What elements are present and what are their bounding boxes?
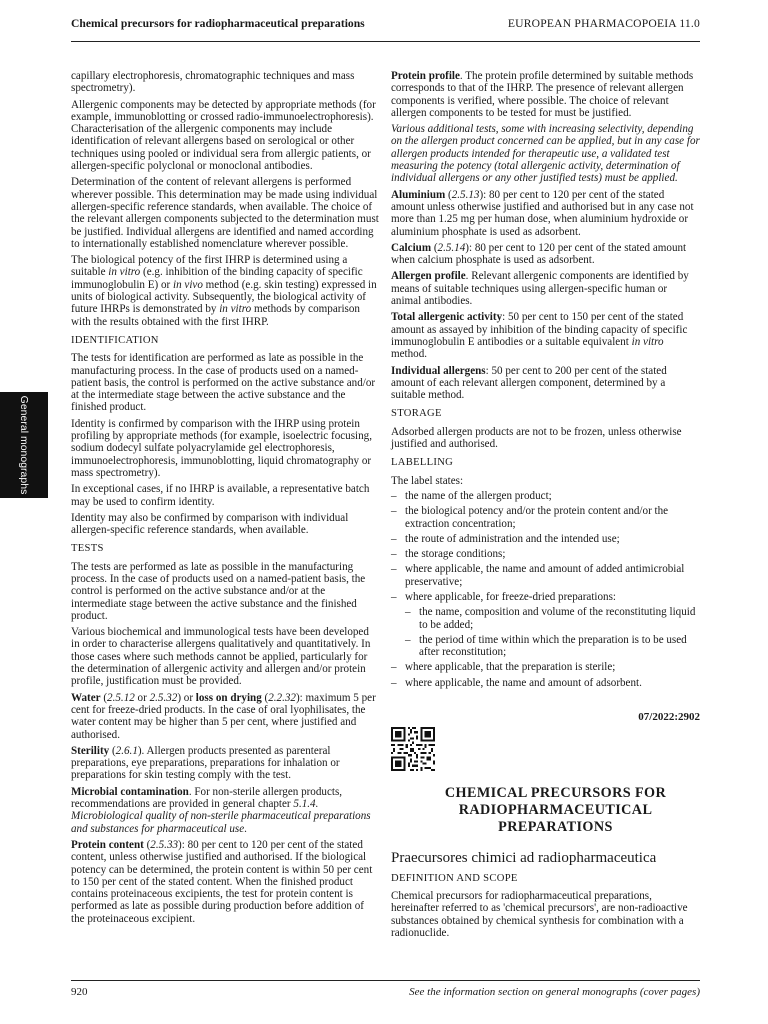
latin-title: Praecursores chimici ad radiopharmaceutica [391, 849, 657, 866]
section-tab [0, 392, 48, 498]
list-item: – the storage conditions; [391, 548, 700, 560]
section-heading-labelling: LABELLING [391, 457, 454, 469]
list-item: – the biological potency and/or the protein content and/or the extraction concentration; [391, 505, 700, 530]
paragraph: Allergenic components may be detected by appropriate methods (for example, immunoblotting or crossed radio-immunoelectrophoresis). Characterisation of the allergenic components may include identification of relevant allergens based on serological or other techniques using pooled or individual sera from allergic patients, or allergen-specific polyclonal or monoclonal antibodies. [71, 98, 376, 173]
header-publication: EUROPEAN PHARMACOPOEIA 11.0 [507, 17, 700, 30]
header-title: Chemical precursors for radiopharmaceutical preparations [71, 17, 365, 30]
paragraph: Chemical precursors for radiopharmaceutical preparations, hereinafter referred to as 'chemical precursors', are non-radioactive substances obtained by chemical synthesis for combination with a radionuclide. [391, 889, 688, 939]
qr-code-icon [391, 727, 435, 771]
paragraph: capillary electrophoresis, chromatographic techniques and mass spectrometry). [71, 70, 355, 95]
section-heading-storage: STORAGE [391, 408, 442, 420]
test-aluminium: Aluminium (2.5.13): 80 per cent to 120 per cent of the stated amount unless otherwise justified and authorised but in any case not more than 1.25 mg per human dose, when aluminium hydroxide or aluminium phosphate is used as adsorbent. [391, 188, 694, 238]
paragraph: The label states: [391, 474, 464, 487]
test-individual-allergens: Individual allergens: 50 per cent to 200 per cent of the stated amount of each relevant allergen component, determined by a suitable method. [391, 364, 667, 402]
list-item: – the name, composition and volume of the reconstituting liquid to be added; [405, 606, 700, 631]
test-water: Water (2.5.12 or 2.5.32) or loss on drying (2.2.32): maximum 5 per cent for freeze-dried products. In the case of oral lyophilisates, the water content may be higher than 5 per cent, where justified and authorised. [71, 691, 376, 741]
paragraph: Determination of the content of relevant allergens is performed wherever possible. This determination may be made using individual allergen-specific reference standards, when available. The choice of the relevant allergen components subjected to the determination must be justified. Individual allergens are identified and named according to internationally established nomenclature wherever possible. [71, 176, 379, 250]
paragraph: In exceptional cases, if no IHRP is available, a representative batch may be used to confirm identity. [71, 483, 370, 508]
paragraph: Various biochemical and immunological tests have been developed in order to characterise allergens qualitatively and quantitatively. In those cases where such methods cannot be applied, particularly for the determination of allergenic activity and allergen and/or protein profile, justification must be provided. [71, 626, 371, 688]
paragraph-additional-tests: Various additional tests, some with increasing selectivity, depending on the allergen product concerned can be applied, but in any case for allergen products intended for therapeutic use, a validated test measuring the potency (total allergenic activity, determination of individual allergens or any other justified tests) must be applied. [391, 123, 700, 185]
list-item: – the name of the allergen product; [391, 490, 700, 502]
paragraph: Identity is confirmed by comparison with the IHRP using protein profiling by appropriate methods (for example, isoelectric focusing, sodium dodecyl sulfate polyacrylamide gel electrophoresis, immunoelectrophoresis, immunoblotting, liquid chromatography or mass spectrometry). [71, 417, 372, 479]
section-tab-label: General monographs [18, 395, 30, 495]
monograph-reference: 07/2022:2902 [638, 711, 700, 724]
paragraph: The tests for identification are performed as late as possible in the manufacturing process. In the case of products used on a named-patient basis, the control is performed on the active substance and/or at the intermediate stage between the active substance and the finished product. [71, 352, 376, 414]
section-heading-tests: TESTS [71, 543, 104, 555]
monograph-title: CHEMICAL PRECURSORS FOR RADIOPHARMACEUTICAL PREPARATIONS [444, 784, 667, 835]
page-number: 920 [71, 986, 88, 998]
test-microbial-contamination: Microbial contamination. For non-sterile allergen products, recommendations are provided in general chapter 5.1.4. Microbiological quality of non-sterile pharmaceutical preparations and substances for pharmaceutical use. [71, 785, 371, 835]
paragraph: The tests are performed as late as possible in the manufacturing process. In the case of products used on a named-patient basis, the control is performed on the active substance and/or at the intermediate stage between the active substance and the finished product. [71, 560, 366, 622]
test-total-allergenic-activity: Total allergenic activity: 50 per cent to 150 per cent of the stated amount as assayed by inhibition of the binding capacity of specific immunoglobulin E antibodies or a suitable equivalent in vitro method. [391, 311, 688, 361]
test-calcium: Calcium (2.5.14): 80 per cent to 120 per cent of the stated amount when calcium phosphate is used as adsorbent. [391, 241, 687, 267]
paragraph: Identity may also be confirmed by comparison with individual allergen-specific reference standards, when available. [71, 511, 349, 537]
list-item: – where applicable, for freeze-dried preparations: – the name, composition and volume of the reconstituting liquid to be added; – the period of time within which the preparation is to be used after reconstitution; [391, 591, 700, 658]
left-column [71, 70, 379, 929]
paragraph: The biological potency of the first IHRP is determined using a suitable in vitro (e.g. inhibition of the binding capacity of specific immunoglobulin E) or in vivo method (e.g. skin testing) expressed in units of biological activity. Subsequently, the biological activity of future IHRPs is demonstrated by in vitro methods by comparison with the results obtained with the first IHRP. [71, 254, 377, 328]
section-heading-definition: DEFINITION AND SCOPE [391, 872, 518, 884]
list-item: – the period of time within which the preparation is to be used after reconstitution; [405, 634, 700, 659]
paragraph: Adsorbed allergen products are not to be frozen, unless otherwise justified and authorised. [391, 425, 682, 451]
test-protein-content: Protein content (2.5.33): 80 per cent to 120 per cent of the stated content, unless otherwise justified and authorised. If the biological potency can be determined, the protein content is within 50 per cent to 150 per cent of the stated content. When the finished product contains proteinaceous excipients, the test for protein content is performed as late as possible during production before addition of the proteinaceous excipient. [71, 838, 373, 925]
test-sterility: Sterility (2.6.1). Allergen products presented as parenteral preparations, eye preparations, preparations for inhalation or preparations for skin testing comply with the test. [71, 744, 340, 782]
label-list [391, 490, 700, 689]
running-header [71, 16, 700, 42]
test-allergen-profile: Allergen profile. Relevant allergenic components are identified by means of suitable techniques using allergen-specific human or animal antibodies. [391, 270, 689, 308]
list-item: – the route of administration and the intended use; [391, 533, 700, 545]
list-item: – where applicable, the name and amount of adsorbent. [391, 677, 700, 689]
list-item: – where applicable, the name and amount of added antimicrobial preservative; [391, 563, 700, 588]
list-item: – where applicable, that the preparation is sterile; [391, 661, 700, 673]
label-sublist [405, 606, 700, 658]
footer-rule [71, 980, 700, 981]
section-heading-identification: IDENTIFICATION [71, 334, 159, 346]
test-protein-profile: Protein profile. The protein profile determined by suitable methods corresponds to that of the IHRP. The presence of relevant allergen components is verified, where possible. The choice of relevant allergen components to be tested for must be justified. [391, 70, 694, 119]
footer-note: See the information section on general monographs (cover pages) [409, 986, 700, 998]
right-column [391, 70, 700, 943]
